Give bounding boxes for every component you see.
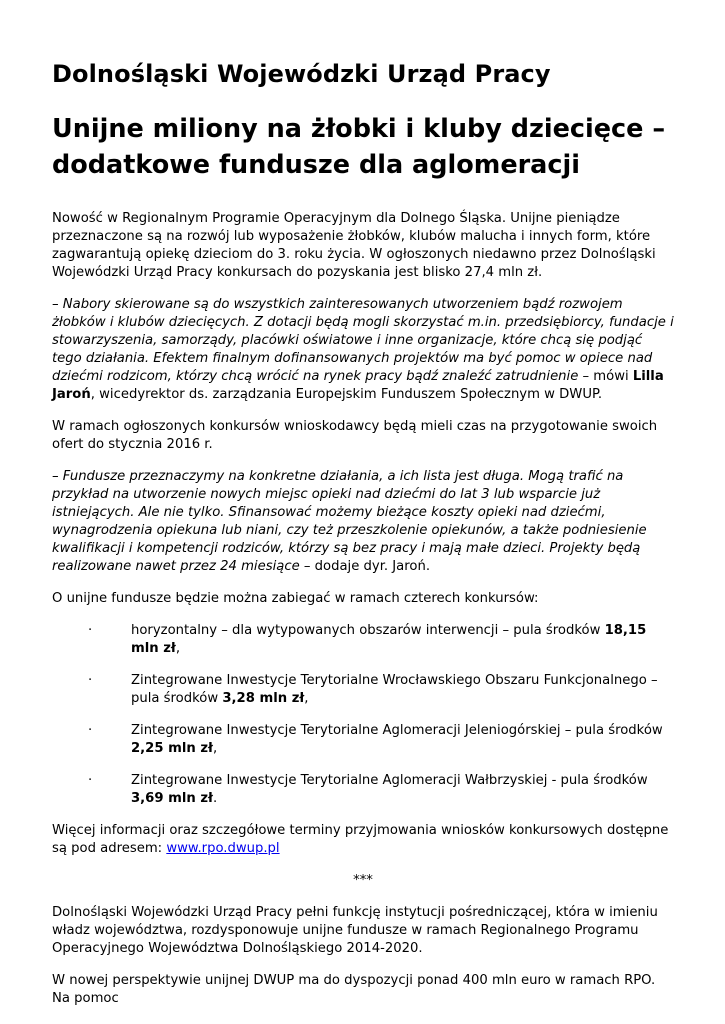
- contest-list: [52, 622, 674, 808]
- list-item: [88, 772, 674, 808]
- list-item-amount: 2,25 mln zł: [131, 741, 213, 756]
- list-item-amount: 3,69 mln zł: [131, 791, 213, 806]
- rpo-link[interactable]: www.rpo.dwup.pl: [166, 841, 280, 856]
- list-item-text: Zintegrowane Inwestycje Terytorialne Aglomeracji Jeleniogórskiej – pula środków: [131, 723, 663, 738]
- list-item: [88, 622, 674, 658]
- bullet-marker: ·: [88, 723, 93, 738]
- paragraph-about-dwup: Dolnośląski Wojewódzki Urząd Pracy pełni funkcję instytucji pośredniczącej, która w imieniu władz województwa, rozdysponowuje unijne fundusze w ramach Regionalnego Programu Operacyjnego Województwa Dolnośląskiego 2014-2020.: [52, 905, 658, 956]
- more-info-text: Więcej informacji oraz szczegółowe terminy przyjmowania wniosków konkursowych dostępne są pod adresem:: [52, 823, 669, 856]
- list-item-end: ,: [175, 641, 181, 656]
- paragraph-contests-intro: O unijne fundusze będzie można zabiegać w ramach czterech konkursów:: [52, 591, 539, 606]
- paragraph-deadline: W ramach ogłoszonych konkursów wnioskodawcy będą mieli czas na przygotowanie swoich ofert do stycznia 2016 r.: [52, 419, 658, 452]
- quote-1-speaker: Lilla Jaroń: [52, 369, 664, 402]
- paragraph-quote-1: [52, 296, 674, 404]
- list-item-end: ,: [212, 741, 218, 756]
- list-item-end: ,: [304, 691, 309, 706]
- list-item: [88, 672, 674, 708]
- list-item-text: Zintegrowane Inwestycje Terytorialne Wrocławskiego Obszaru Funkcjonalnego – pula środków: [131, 673, 658, 706]
- bullet-marker: ·: [88, 773, 93, 788]
- list-item-text: Zintegrowane Inwestycje Terytorialne Aglomeracji Wałbrzyskiej - pula środków: [131, 773, 648, 788]
- paragraph-intro: Nowość w Regionalnym Programie Operacyjnym dla Dolnego Śląska. Unijne pieniądze przeznaczone są na rozwój lub wyposażenie żłobków, klubów malucha i innych form, które zagwarantują opiekę dzieciom do 3. roku życia. W ogłoszonych niedawno przez Dolnośląski Wojewódzki Urząd Pracy konkursach do pozyskania jest blisko 27,4 mln zł.: [52, 211, 656, 280]
- bullet-marker: ·: [88, 673, 93, 688]
- quote-1-attribution: – mówi: [582, 369, 633, 384]
- list-item-text: horyzontalny – dla wytypowanych obszarów interwencji – pula środków: [131, 623, 605, 638]
- paragraph-funding: W nowej perspektywie unijnej DWUP ma do dyspozycji ponad 400 mln euro w ramach RPO. Na pomoc: [52, 973, 656, 1006]
- section-separator: ***: [353, 873, 373, 888]
- list-item: [88, 722, 674, 758]
- paragraph-more-info: [52, 822, 674, 858]
- quote-1-text: – Nabory skierowane są do wszystkich zainteresowanych utworzeniem bądź rozwojem żłobków i klubów dziecięcych. Z dotacji będą mogli skorzystać m.in. przedsiębiorcy, fundacje i stowarzyszenia, samorządy, placówki oświatowe i inne organizacje, które chcą się podjąć tego działania. Efektem finalnym dofinansowanych projektów ma być pomoc w opiece nad dziećmi rodzicom, którzy chcą wrócić na rynek pracy bądź znaleźć zatrudnienie: [52, 297, 674, 384]
- organization-name: Dolnośląski Wojewódzki Urząd Pracy: [52, 60, 551, 88]
- article-body: [52, 210, 674, 1022]
- paragraph-quote-2: [52, 468, 674, 576]
- quote-2-attribution: – dodaje dyr. Jaroń.: [299, 559, 431, 574]
- quote-1-role: , wicedyrektor ds. zarządzania Europejskim Funduszem Społecznym w DWUP.: [90, 387, 603, 402]
- article-title: Unijne miliony na żłobki i kluby dziecięce – dodatkowe fundusze dla aglomeracji: [52, 114, 666, 180]
- list-item-amount: 3,28 mln zł: [222, 691, 305, 706]
- quote-2-text: – Fundusze przeznaczymy na konkretne działania, a ich lista jest długa. Mogą trafić na przykład na utworzenie nowych miejsc opieki nad dziećmi do lat 3 lub wsparcie już istniejących. Ale nie tylko. Sfinansować możemy bieżące koszty opieki nad dziećmi, wynagrodzenia opiekuna lub niani, czy też przeszkolenie opiekunów, a także podniesienie kwalifikacji i kompetencji rodziców, którzy są bez pracy i mają małe dzieci. Projekty będą realizowane nawet przez 24 miesiące: [52, 469, 647, 574]
- list-item-end: .: [212, 791, 218, 806]
- list-item-amount: 18,15 mln zł: [131, 623, 647, 656]
- bullet-marker: ·: [88, 623, 93, 638]
